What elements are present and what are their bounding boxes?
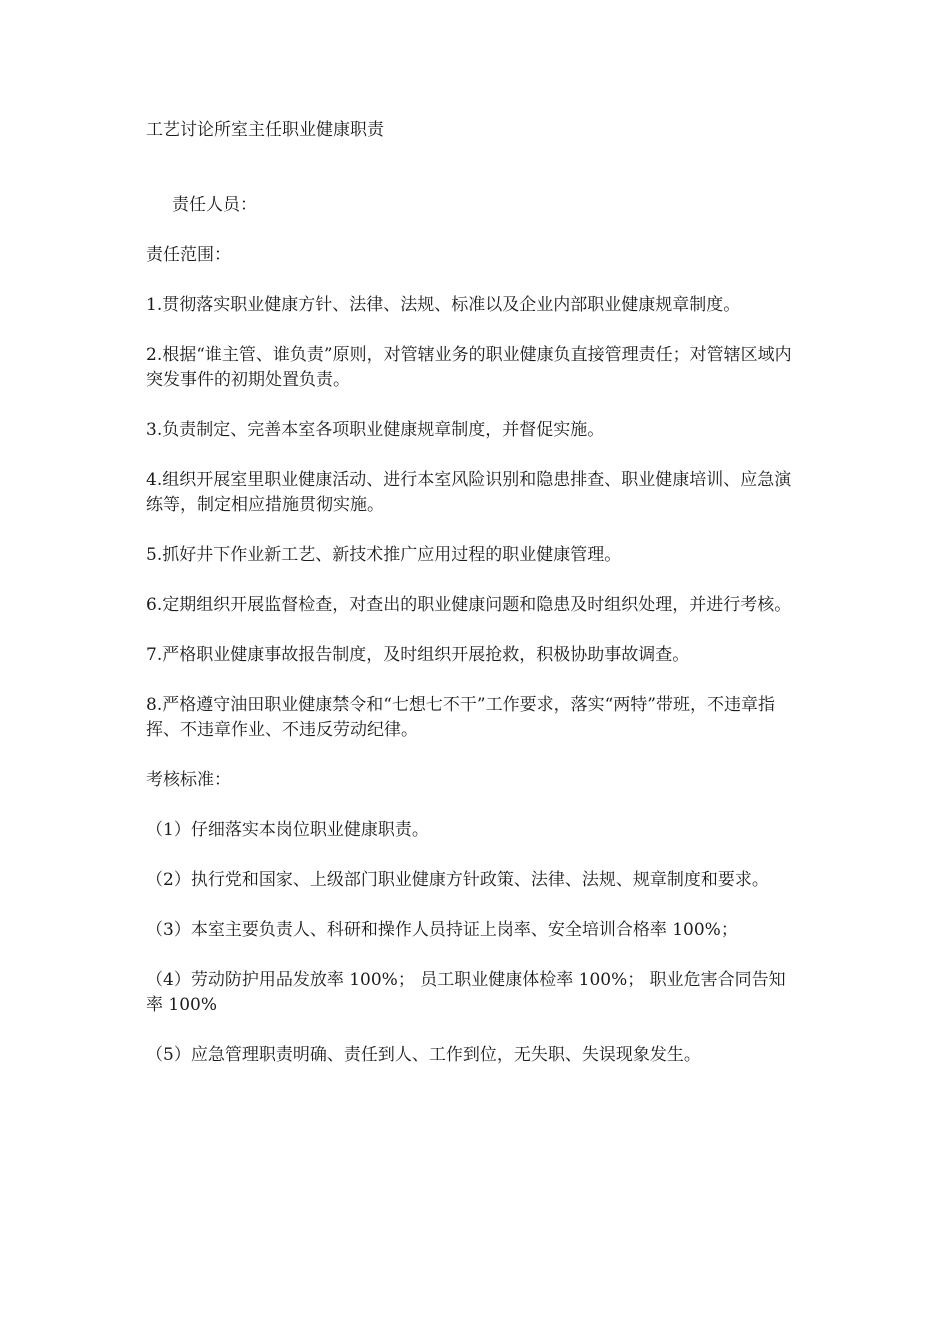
scope-item: 5.抓好井下作业新工艺、新技术推广应用过程的职业健康管理。	[146, 545, 622, 565]
scope-item: 7.严格职业健康事故报告制度，及时组织开展抢救，积极协助事故调查。	[146, 645, 690, 665]
document-page	[146, 118, 796, 1093]
criteria-list	[146, 818, 796, 1068]
responsible-person-label: 责任人员：	[172, 195, 257, 215]
scope-item: 3.负责制定、完善本室各项职业健康规章制度，并督促实施。	[146, 420, 605, 440]
scope-item: 8.严格遵守油田职业健康禁令和“七想七不干”工作要求，落实“两特”带班，不违章指挥、不违章作业、不违反劳动纪律。	[146, 695, 775, 740]
criteria-item: （3）本室主要负责人、科研和操作人员持证上岗率、安全培训合格率 100%；	[146, 920, 738, 940]
scope-item: 4.组织开展室里职业健康活动、进行本室风险识别和隐患排查、职业健康培训、应急演练等，制定相应措施贯彻实施。	[146, 470, 792, 515]
scope-item: 1.贯彻落实职业健康方针、法律、法规、标准以及企业内部职业健康规章制度。	[146, 295, 741, 315]
criteria-item: （2）执行党和国家、上级部门职业健康方针政策、法律、法规、规章制度和要求。	[146, 870, 769, 890]
scope-label: 责任范围：	[146, 245, 231, 265]
criteria-label: 考核标准：	[146, 770, 231, 790]
document-title: 工艺讨论所室主任职业健康职责	[146, 120, 384, 140]
scope-item: 2.根据“谁主管、谁负责”原则，对管辖业务的职业健康负直接管理责任；对管辖区域内突发事件的初期处置负责。	[146, 345, 792, 390]
scope-list	[146, 293, 796, 743]
criteria-item: （1）仔细落实本岗位职业健康职责。	[146, 820, 429, 840]
criteria-item: （4）劳动防护用品发放率 100%； 员工职业健康体检率 100%； 职业危害合同告知率 100%	[146, 970, 786, 1015]
scope-item: 6.定期组织开展监督检查，对查出的职业健康问题和隐患及时组织处理，并进行考核。	[146, 595, 792, 615]
criteria-item: （5）应急管理职责明确、责任到人、工作到位，无失职、失误现象发生。	[146, 1045, 701, 1065]
